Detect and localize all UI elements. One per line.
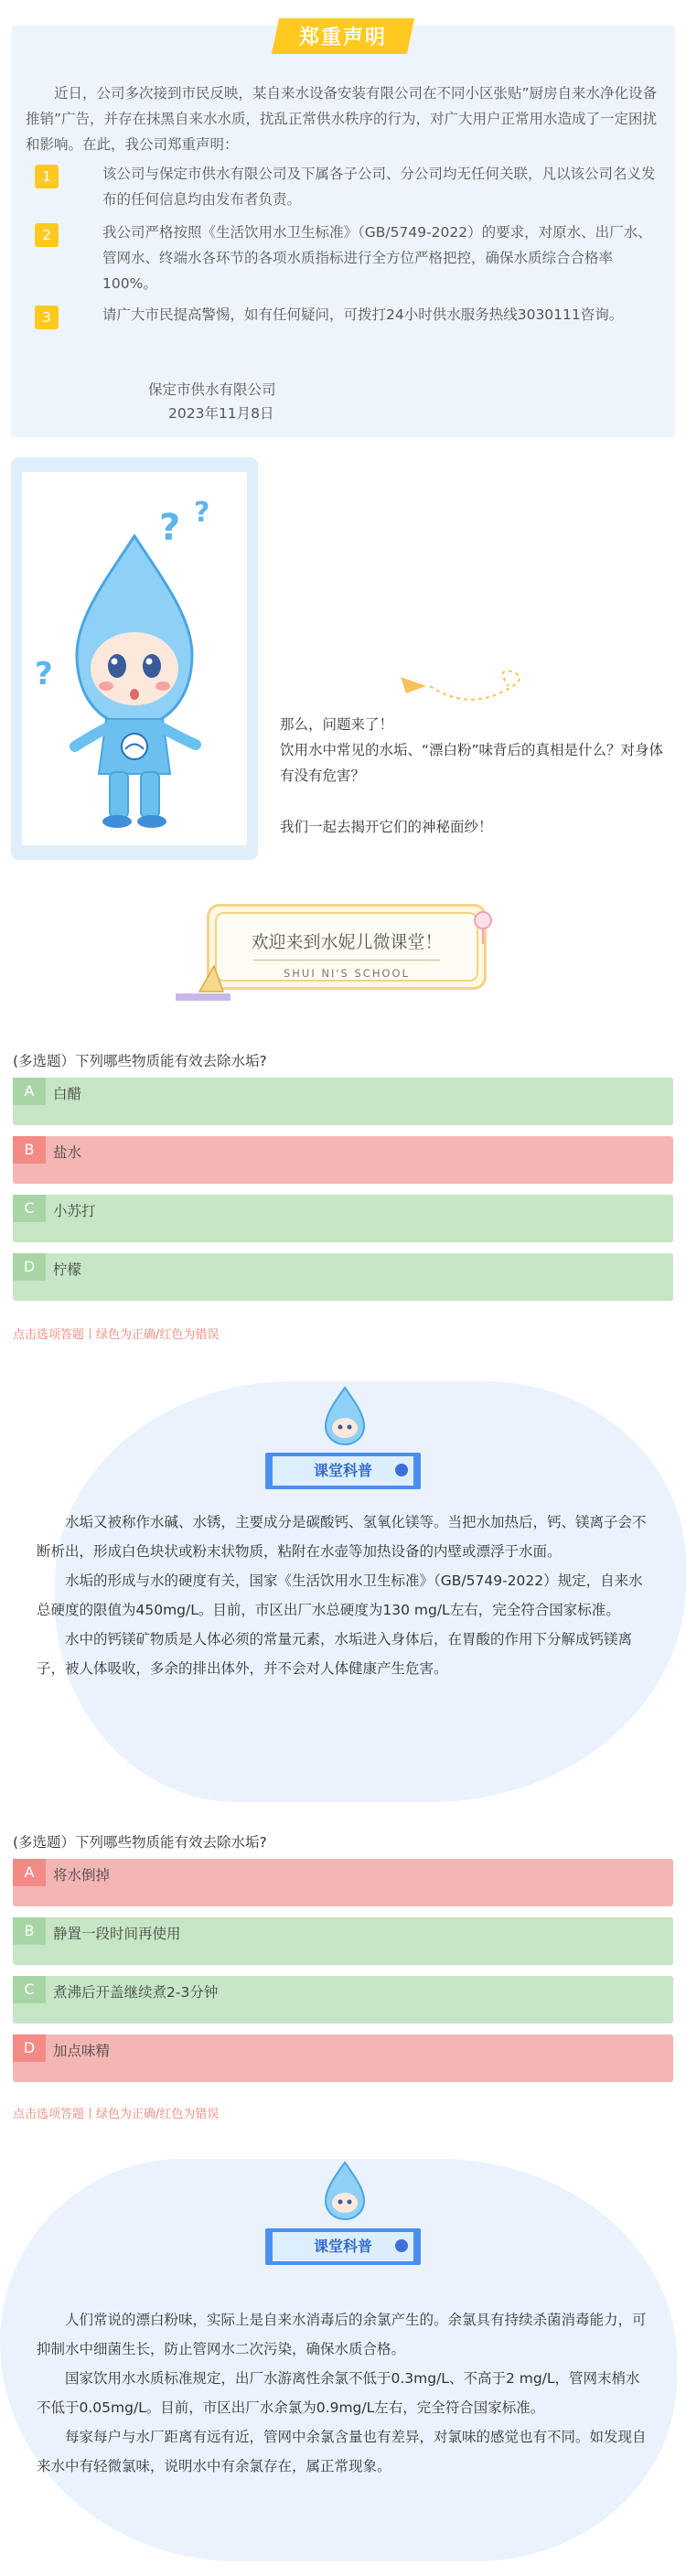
intro-line-3: 我们一起去揭开它们的神秘面纱！: [280, 819, 493, 835]
quiz1-hint: 点击选项答题丨绿色为正确/红色为错误: [13, 1328, 220, 1342]
option-letter: B: [13, 1917, 46, 1945]
science1-paragraph: 水垢的形成与水的硬度有关，国家《生活饮用水卫生标准》（GB/5749-2022）规定，自来水总硬度的限值为450mg/L。目前，市区出厂水总硬度为130 mg/L左右，完全符合国家标准。: [37, 1572, 643, 1618]
option-text: 加点味精: [53, 2043, 111, 2059]
notice-item-text: 我公司严格按照《生活饮用水卫生标准》（GB/5749-2022）的要求，对原水、出厂水、管网水、终端水各环节的各项水质指标进行全方位严格把控，确保水质综合合格率100%。: [102, 224, 652, 292]
mascot-frame: [22, 472, 247, 845]
option-text: 静置一段时间再使用: [53, 1926, 181, 1942]
science2-label: 课堂科普: [273, 2232, 413, 2261]
quiz2-option-b[interactable]: [13, 1917, 673, 1965]
science2-paragraph: 每家每户与水厂距离有远有近，管网中余氯含量也有差异，对氯味的感觉也有不同。如发现自来水中有轻微氯味，说明水中有余氯存在，属正常现象。: [37, 2429, 647, 2474]
quiz2-question: (多选题）下列哪些物质能有效去除水垢?: [13, 1834, 267, 1851]
notice-title: 郑重声明: [298, 27, 387, 49]
option-letter: B: [13, 1136, 46, 1164]
notice-item-number: 2: [35, 223, 59, 247]
paper-plane-icon: [393, 659, 540, 714]
intro-line-2: 饮用水中常见的水垢、“漂白粉”味背后的真相是什么？对身体有没有危害？: [280, 742, 664, 784]
notice-item-text: 该公司与保定市供水有限公司及下属各子公司、分公司均无任何关联，凡以该公司名义发布的任何信息均由发布者负责。: [102, 166, 656, 208]
option-text: 白醋: [53, 1086, 82, 1102]
quiz1-question: (多选题）下列哪些物质能有效去除水垢?: [13, 1053, 267, 1069]
mascot-doctor-icon: [320, 2161, 370, 2225]
option-text: 盐水: [53, 1144, 82, 1161]
quiz1-option-c[interactable]: [13, 1195, 673, 1242]
mascot-panel: [11, 457, 258, 860]
mascot-doctor-icon: [320, 1386, 370, 1450]
option-letter: C: [13, 1976, 46, 2003]
quiz1-option-a[interactable]: [13, 1078, 673, 1125]
notice-intro: 近日，公司多次接到市民反映，某自来水设备安装有限公司在不同小区张贴”厨房自来水净化设备推销”广告，并存在抹黑自来水水质，扰乱正常供水秩序的行为，对广大用户正常用水造成了一定困扰和影响。在此，我公司郑重声明：: [26, 85, 658, 153]
notice-item-text: 请广大市民提高警惕，如有任何疑问，可拨打24小时供水服务热线3030111咨询。: [102, 306, 624, 323]
notice-item-number: 1: [35, 165, 59, 188]
quiz1-option-b[interactable]: [13, 1136, 673, 1184]
pin-icon: [470, 909, 498, 946]
question-mark-icon: ?: [35, 656, 53, 692]
banner-divider: [253, 960, 440, 961]
banner-subtitle: SHUI NI'S SCHOOL: [283, 967, 410, 980]
banner-title: 欢迎来到水妮儿微课堂！: [251, 932, 443, 952]
intro-text-block: [280, 712, 673, 840]
option-letter: D: [13, 2034, 46, 2062]
option-letter: A: [13, 1078, 46, 1105]
science1-text: [37, 1508, 651, 1683]
option-text: 将水倒掉: [53, 1867, 111, 1884]
quiz2-option-a[interactable]: [13, 1859, 673, 1906]
notice-panel: [11, 26, 675, 437]
quiz2-option-c[interactable]: [13, 1976, 673, 2023]
notice-signature-date: 2023年11月8日: [168, 405, 274, 422]
science1-paragraph: 水中的钙镁矿物质是人体必须的常量元素，水垢进入身体后，在胃酸的作用下分解成钙镁离子，被人体吸收，多余的排出体外，并不会对人体健康产生危害。: [37, 1631, 633, 1677]
option-letter: D: [13, 1253, 46, 1281]
science1-dot-right: [395, 1464, 408, 1476]
quiz2-option-d[interactable]: [13, 2034, 673, 2082]
science2-paragraph: 国家饮用水水质标准规定，出厂水游离性余氯不低于0.3mg/L、不高于2 mg/L，管网末梢水不低于0.05mg/L。目前，市区出厂水余氯为0.9mg/L左右，完全符合国家标准。: [37, 2370, 640, 2416]
question-mark-icon: ?: [159, 507, 181, 549]
science2-text: [37, 2305, 651, 2481]
science2-dot-right: [395, 2239, 408, 2252]
option-letter: A: [13, 1859, 46, 1886]
science1-paragraph: 水垢又被称作水碱、水锈，主要成分是碳酸钙、氢氧化镁等。当把水加热后，钙、镁离子会不断析出，形成白色块状或粉末状物质，粘附在水壶等加热设备的内壁或漂浮于水面。: [37, 1514, 647, 1560]
option-letter: C: [13, 1195, 46, 1222]
science2-paragraph: 人们常说的漂白粉味，实际上是自来水消毒后的余氯产生的。余氯具有持续杀菌消毒能力，可抑制水中细菌生长，防止管网水二次污染，确保水质合格。: [37, 2312, 647, 2357]
water-drop-mascot-illustration: [22, 472, 247, 845]
notice-title-wrap: [0, 18, 686, 54]
intro-line-1: 那么，问题来了！: [280, 716, 394, 733]
question-mark-icon: ?: [194, 497, 210, 529]
notice-signature-company: 保定市供水有限公司: [148, 381, 276, 398]
option-text: 柠檬: [53, 1261, 82, 1278]
quiz1-option-d[interactable]: [13, 1253, 673, 1301]
science1-label: 课堂科普: [273, 1456, 413, 1486]
notice-title-badge: [272, 18, 414, 54]
pencil-ruler-icon: [172, 961, 236, 1006]
quiz2-hint: 点击选项答题丨绿色为正确/红色为错误: [13, 2108, 220, 2121]
school-banner-inner: [215, 912, 478, 982]
option-text: 煮沸后开盖继续煮2-3分钟: [53, 1984, 219, 2001]
school-banner: [207, 904, 487, 990]
notice-item-number: 3: [35, 306, 59, 329]
option-text: 小苏打: [53, 1203, 96, 1219]
